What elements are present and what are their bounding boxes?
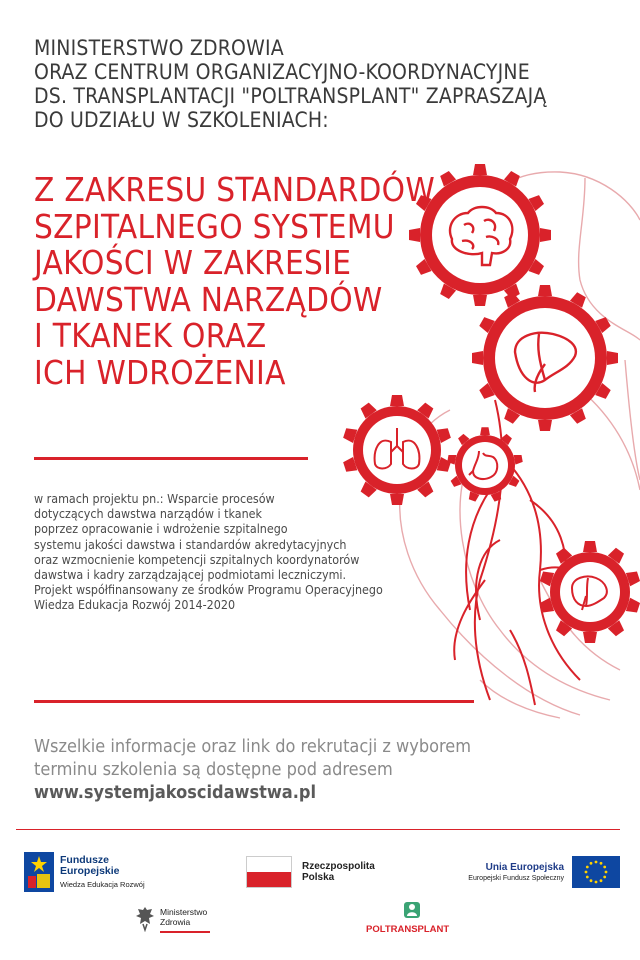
project-line: poprzez opracowanie i wdrożenie szpitalnego [34, 521, 288, 537]
lungs-gear [343, 395, 452, 505]
project-divider [34, 700, 474, 703]
project-line: oraz wzmocnienie kompetencji szpitalnych koordynatorów [34, 551, 360, 567]
eu-flag-icon [572, 856, 620, 888]
poltransplant-emblem-icon [404, 900, 420, 922]
poltransplant-name: POLTRANSPLANT [366, 924, 450, 935]
project-description [34, 491, 434, 613]
rzeczpospolita-polska-logo [246, 856, 386, 890]
mz-line: Ministerstwo [160, 907, 208, 917]
fe-line: Europejskie [60, 865, 120, 877]
title-divider [34, 457, 308, 460]
intro-line: MINISTERSTWO ZDROWIA [34, 36, 284, 60]
website-link[interactable]: www.systemjakoscidawstwa.pl [34, 782, 317, 803]
info-line: terminu szkolenia są dostępne pod adresem [34, 759, 393, 780]
footer-divider [16, 829, 620, 830]
mz-underline [160, 931, 210, 933]
project-line: dotyczących dawstwa narządów i tkanek [34, 506, 262, 522]
info-block [34, 735, 504, 804]
kidney-gear [539, 541, 640, 643]
ue-line: Unia Europejska [485, 862, 564, 873]
fe-emblem-icon [24, 852, 54, 892]
intro-text [34, 36, 594, 132]
project-line: Projekt współfinansowany ze środków Programu Operacyjnego [34, 582, 383, 598]
title-line: ICH WDROŻENIA [34, 352, 286, 392]
ue-line: Europejski Fundusz Społeczny [468, 875, 564, 882]
intro-line: DS. TRANSPLANTACJI "POLTRANSPLANT" ZAPRASZAJĄ [34, 84, 547, 108]
page-title [34, 172, 454, 391]
fundusze-europejskie-logo [24, 852, 154, 894]
title-line: SZPITALNEGO SYSTEMU [34, 206, 395, 246]
unia-europejska-logo [470, 856, 620, 890]
info-line: Wszelkie informacje oraz link do rekrutacji z wyborem [34, 736, 472, 757]
project-line: Wiedza Edukacja Rozwój 2014-2020 [34, 597, 236, 613]
intro-line: DO UDZIAŁU W SZKOLENIACH: [34, 108, 329, 132]
eagle-emblem-icon [134, 904, 156, 932]
liver-gear [472, 285, 618, 431]
poltransplant-logo [366, 900, 466, 940]
title-line: Z ZAKRESU STANDARDÓW [34, 170, 435, 209]
fe-line: Fundusze [60, 854, 109, 866]
rp-line: Polska [302, 872, 335, 883]
title-line: JAKOŚCI W ZAKRESIE [34, 243, 352, 282]
ministerstwo-zdrowia-logo [134, 902, 224, 936]
mz-line: Zdrowia [160, 916, 191, 927]
project-line: w ramach projektu pn.: Wsparcie procesów [34, 491, 275, 506]
project-line: dawstwa i kadry zarządzającej podmiotami leczniczymi. [34, 567, 347, 583]
title-line: DAWSTWA NARZĄDÓW [34, 279, 383, 319]
fe-subtitle: Wiedza Edukacja Rozwój [60, 880, 145, 889]
rp-line: Rzeczpospolita [302, 861, 375, 872]
intro-line: ORAZ CENTRUM ORGANIZACYJNO-KOORDYNACYJNE [34, 60, 530, 84]
polish-flag-icon [246, 856, 292, 888]
stomach-gear [447, 427, 523, 502]
project-line: systemu jakości dawstwa i standardów akredytacyjnych [34, 536, 347, 552]
title-line: I TKANEK ORAZ [34, 316, 267, 355]
